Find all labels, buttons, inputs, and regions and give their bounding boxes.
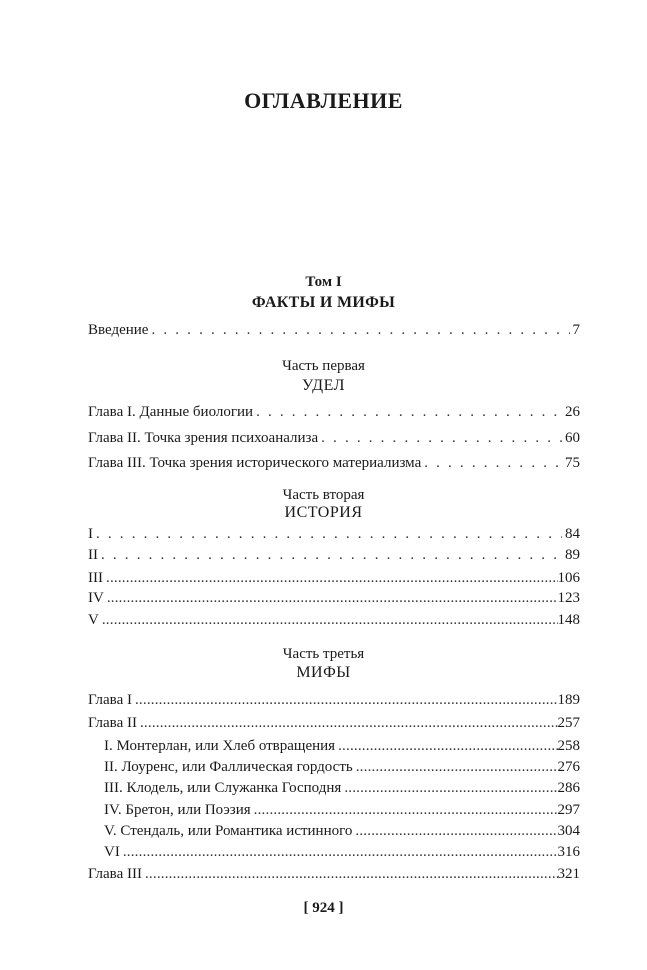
toc-entry[interactable]: [88, 713, 580, 733]
toc-entry[interactable]: [88, 545, 580, 565]
toc-subentry[interactable]: [104, 842, 580, 862]
toc-entry-page: 258: [557, 738, 580, 754]
toc-entry-title: V: [88, 612, 99, 628]
toc-entry[interactable]: [88, 568, 580, 588]
toc-entry-page: 189: [557, 692, 580, 708]
toc-entry-title: I. Монтерлан, или Хлеб отвращения: [104, 738, 336, 754]
dot-leader: [256, 402, 562, 422]
toc-entry[interactable]: [88, 524, 580, 544]
toc-entry-page: 123: [557, 590, 580, 606]
toc-entry-page: 60: [565, 430, 580, 446]
dot-leader: [140, 713, 558, 733]
toc-entry-title: Глава I. Данные биологии: [88, 404, 254, 420]
toc-subentry[interactable]: [104, 736, 580, 756]
toc-entry-page: 304: [557, 823, 580, 839]
toc-subentry[interactable]: [104, 821, 580, 841]
toc-entry-page: 257: [557, 715, 580, 731]
dot-leader: [355, 821, 557, 841]
toc-entry[interactable]: [88, 402, 580, 422]
dot-leader: [424, 453, 562, 473]
dot-leader: [344, 778, 557, 798]
part-label: Часть третья: [282, 646, 365, 662]
toc-entry-title: Глава II. Точка зрения психоанализа: [88, 430, 319, 446]
toc-entry-title: IV. Бретон, или Поэзия: [104, 802, 251, 818]
toc-entry-title: Введение: [88, 322, 149, 338]
toc-entry-page: 26: [565, 404, 580, 420]
page-title: ОГЛАВЛЕНИЕ: [244, 88, 403, 113]
part-name: ИСТОРИЯ: [284, 504, 363, 521]
dot-leader: [123, 842, 558, 862]
dot-leader: [151, 320, 569, 340]
toc-entry-title: III: [88, 570, 103, 586]
volume-label: Том I: [305, 274, 342, 290]
toc-entry-title: II: [88, 547, 98, 563]
toc-entry-title: Глава II: [88, 715, 137, 731]
toc-entry-page: 89: [565, 547, 580, 563]
toc-entry-page: 148: [557, 612, 580, 628]
toc-entry-page: 84: [565, 526, 580, 542]
dot-leader: [321, 428, 562, 448]
part-label: Часть первая: [282, 358, 365, 374]
toc-entry-title: Глава III. Точка зрения исторического материализма: [88, 455, 422, 471]
toc-entry-title: II. Лоуренс, или Фаллическая гордость: [104, 759, 353, 775]
part-name: УДЕЛ: [301, 377, 346, 394]
toc-entry[interactable]: [88, 428, 580, 448]
dot-leader: [106, 568, 558, 588]
dot-leader: [96, 524, 562, 544]
toc-entry-page: 276: [557, 759, 580, 775]
toc-entry-page: 7: [572, 322, 580, 338]
volume-name: ФАКТЫ И МИФЫ: [251, 294, 396, 311]
toc-entry[interactable]: [88, 864, 580, 884]
dot-leader: [338, 736, 557, 756]
toc-entry[interactable]: [88, 610, 580, 630]
toc-subentry[interactable]: [104, 757, 580, 777]
toc-entry-title: I: [88, 526, 93, 542]
page-number: [ 924 ]: [303, 900, 344, 916]
dot-leader: [135, 690, 558, 710]
toc-entry-title: V. Стендаль, или Романтика истинного: [104, 823, 353, 839]
dot-leader: [356, 757, 558, 777]
toc-entry[interactable]: [88, 690, 580, 710]
part-label: Часть вторая: [282, 487, 365, 503]
toc-entry-title: III. Клодель, или Служанка Господня: [104, 780, 342, 796]
toc-entry-page: 297: [557, 802, 580, 818]
toc-entry-title: Глава I: [88, 692, 132, 708]
toc-entry-title: IV: [88, 590, 104, 606]
dot-leader: [102, 610, 558, 630]
toc-subentry[interactable]: [104, 800, 580, 820]
toc-entry-title: VI: [104, 844, 120, 860]
dot-leader: [145, 864, 558, 884]
toc-entry-page: 75: [565, 455, 580, 471]
dot-leader: [254, 800, 558, 820]
dot-leader: [101, 545, 562, 565]
dot-leader: [107, 588, 558, 608]
toc-entry-page: 106: [557, 570, 580, 586]
toc-entry-page: 286: [557, 780, 580, 796]
toc-entry[interactable]: [88, 453, 580, 473]
part-name: МИФЫ: [296, 664, 351, 681]
toc-subentry[interactable]: [104, 778, 580, 798]
toc-entry[interactable]: [88, 588, 580, 608]
toc-entry-title: Глава III: [88, 866, 142, 882]
toc-entry-page: 321: [557, 866, 580, 882]
toc-entry-introduction[interactable]: [88, 320, 580, 340]
toc-entry-page: 316: [557, 844, 580, 860]
